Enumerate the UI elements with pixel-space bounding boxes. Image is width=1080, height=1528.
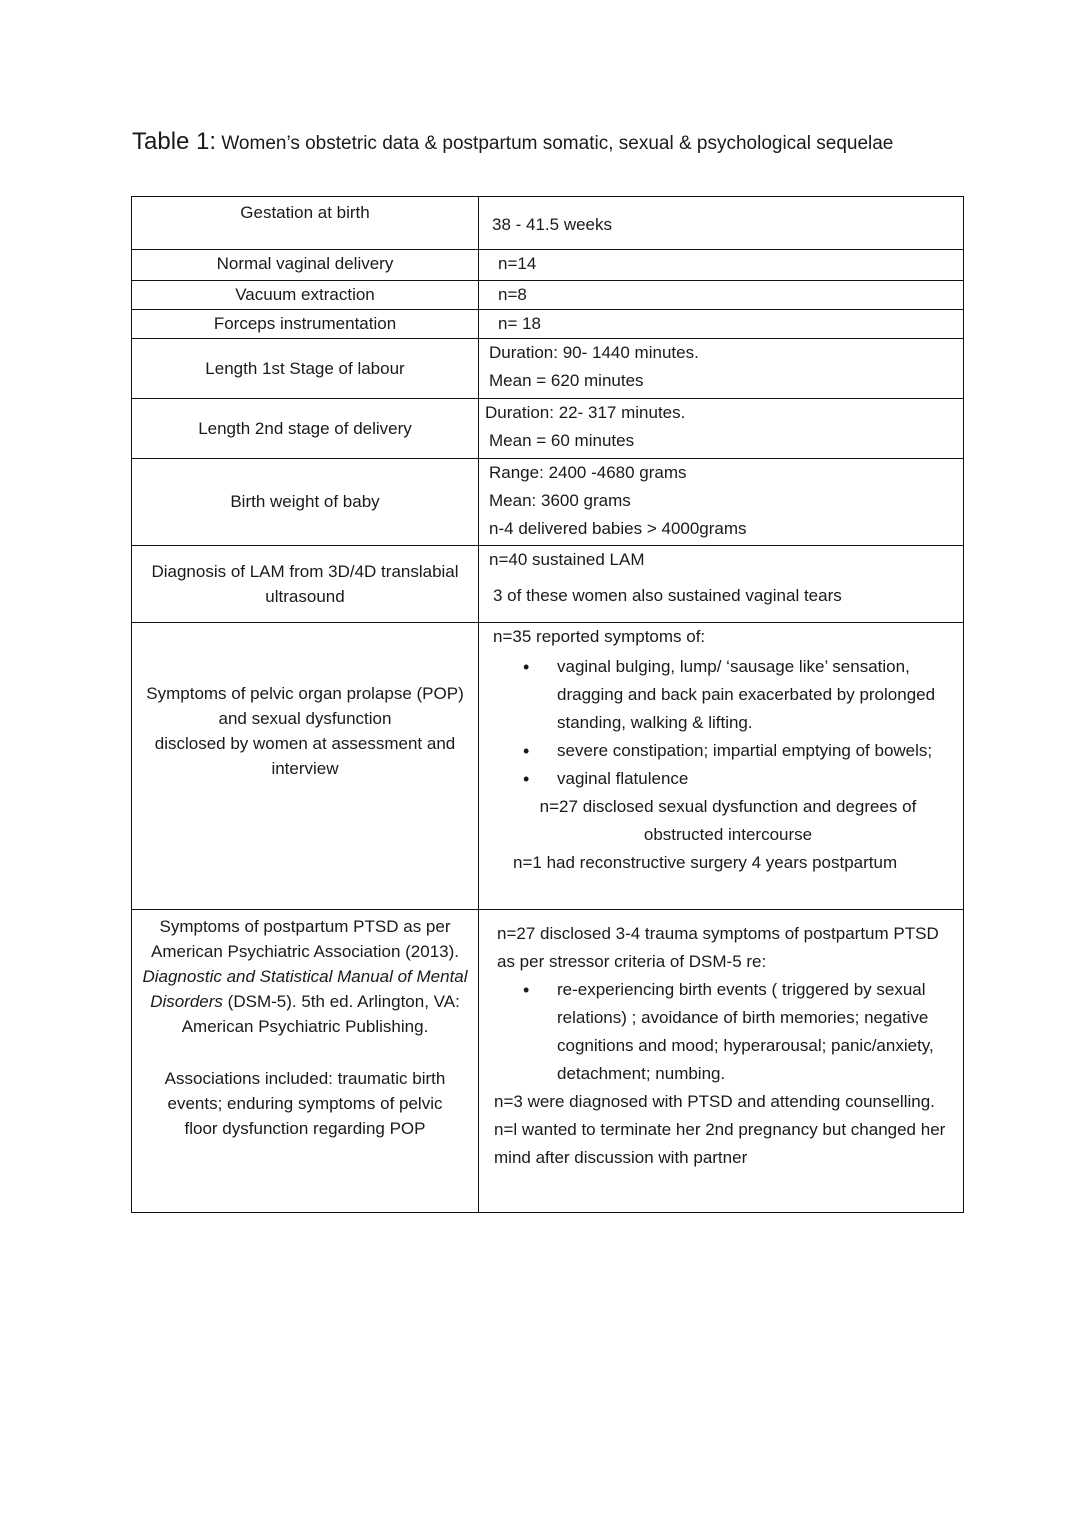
table-title (132, 128, 893, 156)
lam-label-bold: Diagnosis of LAM (151, 562, 285, 581)
list-item: • vaginal flatulence (493, 765, 963, 793)
table-row (132, 910, 964, 1213)
stage1-mean-key: Mean (489, 371, 532, 390)
row-value-vacuum: n=8 (498, 285, 527, 304)
lam-tears-key: 3 of these women (493, 586, 628, 605)
pop-intro-key: n=35 (493, 627, 532, 646)
table-title-lead: Table 1: (132, 128, 217, 155)
weight-heavy-value: delivered babies > 4000grams (518, 519, 747, 538)
obstetric-data-table (131, 196, 964, 1213)
ptsd-terminate-key: n=l (494, 1120, 518, 1139)
table-row (132, 197, 964, 250)
table-row (132, 546, 964, 623)
weight-mean-value: 3600 grams (540, 491, 631, 510)
table-row (132, 623, 964, 910)
list-item: • vaginal bulging, lump/ ‘sausage like’ sensation, dragging and back pain exacerbated by prolonged standing, walking & lifting. (493, 653, 963, 737)
row-label-vacuum: Vacuum extraction (132, 281, 479, 310)
pop-intro-value: reported symptoms of: (536, 627, 706, 646)
row-label-stage1: Length 1st Stage of labour (132, 339, 479, 399)
lam-label-rest: from 3D/4D translabial ultrasound (265, 562, 459, 606)
ptsd-diagnosed-value: were diagnosed with PTSD and attending counselling. (527, 1092, 935, 1111)
table-row (132, 459, 964, 546)
ptsd-diagnosed-key: n=3 (494, 1092, 523, 1111)
ptsd-label-associations: Associations included: traumatic birth events; enduring symptoms of pelvic floor dysfunction regarding POP (164, 1069, 446, 1138)
list-item: • severe constipation; impartial emptying of bowels; (493, 737, 963, 765)
ptsd-label-manual: Diagnostic and Statistical Manual of Mental Disorders (142, 967, 468, 1011)
lam-tears-value: also sustained vaginal tears (631, 586, 842, 605)
ptsd-label-citation: as per American Psychiatric Association (2013). (150, 917, 460, 961)
stage1-duration-key: Duration: (489, 343, 558, 362)
table-row (132, 310, 964, 339)
lam-count-key: n=40 (489, 550, 528, 569)
weight-range-key: Range: (489, 463, 544, 482)
list-item: • re-experiencing birth events ( triggered by sexual relations) ; avoidance of birth memories; negative cognitions and mood; hyperarousal; panic/anxiety, detachment; numbing. (493, 976, 959, 1088)
lam-count-value: sustained LAM (532, 550, 645, 569)
stage2-mean-key: Mean (489, 431, 532, 450)
row-label-gestation: Gestation at birth (132, 197, 479, 250)
weight-range-value: 2400 -4680 grams (548, 463, 687, 482)
stage1-mean-value: = 620 minutes (536, 371, 644, 390)
table-row (132, 399, 964, 459)
ptsd-label-bold: Symptoms of postpartum PTSD (159, 917, 399, 936)
row-label-birth-weight: Birth weight of baby (132, 459, 479, 546)
table-row (132, 339, 964, 399)
stage1-duration-value: 90- 1440 minutes. (562, 343, 699, 362)
pop-surgery-key: n=1 (513, 853, 542, 872)
row-value-forceps: n= 18 (498, 314, 542, 333)
row-label-stage2: Length 2nd stage of delivery (132, 399, 479, 459)
weight-mean-key: Mean: (489, 491, 537, 510)
pop-label-bold: Symptoms of pelvic organ prolapse (POP) and sexual dysfunction (146, 684, 464, 728)
weight-heavy-key: n-4 (489, 519, 514, 538)
pop-surgery-value: had reconstructive surgery 4 years postpartum (546, 853, 898, 872)
pop-sexual-key: n=27 (539, 797, 578, 816)
row-value-gestation: 38 - 41.5 weeks (492, 215, 613, 234)
stage2-duration-value: 22- 317 minutes. (558, 403, 686, 422)
ptsd-symptom-list (493, 976, 959, 1088)
row-label-normal-delivery: Normal vaginal delivery (132, 250, 479, 281)
pop-label-rest: disclosed by women at assessment and interview (154, 734, 456, 778)
ptsd-label-publisher: (DSM-5). 5th ed. Arlington, VA: American Psychiatric Publishing. (181, 992, 460, 1036)
ptsd-intro-value: disclosed 3-4 trauma symptoms of postpartum PTSD as per stressor criteria of DSM-5 re: (497, 924, 939, 971)
table-title-text: Women’s obstetric data & postpartum somatic, sexual & psychological sequelae (221, 133, 894, 154)
stage2-mean-value: = 60 minutes (536, 431, 635, 450)
table-row (132, 281, 964, 310)
ptsd-terminate-value: wanted to terminate her 2nd pregnancy but changed her mind after discussion with partner (494, 1120, 946, 1167)
row-label-forceps: Forceps instrumentation (132, 310, 479, 339)
ptsd-intro-key: n=27 (497, 924, 536, 943)
table-row (132, 250, 964, 281)
pop-sexual-value: disclosed sexual dysfunction and degrees of obstructed intercourse (582, 797, 917, 844)
pop-symptom-list (493, 653, 963, 793)
row-value-normal-delivery: n=14 (498, 254, 537, 273)
stage2-duration-key: Duration: (485, 403, 554, 422)
